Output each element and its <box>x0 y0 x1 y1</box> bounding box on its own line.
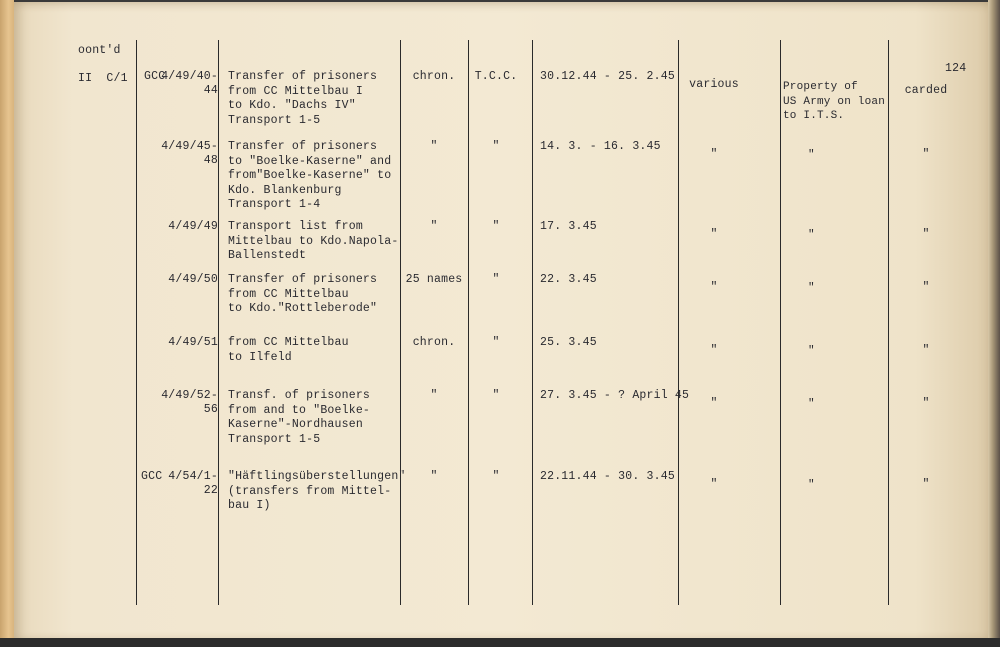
row-type: " <box>430 140 438 153</box>
row-prefix: GCC <box>141 470 163 483</box>
row-source: " <box>492 389 500 402</box>
row-description: Transf. of prisoners from and to "Boelke- Kaserne"-Nordhausen Transport 1-5 <box>228 389 371 446</box>
row-dates: 25. 3.45 <box>540 336 597 349</box>
row-source: " <box>492 140 500 153</box>
section-label: II C/1 <box>78 72 128 85</box>
row-description: Transfer of prisoners from CC Mittelbau to Kdo."Rottleberode" <box>228 273 378 315</box>
record-reference: 4/49/50 <box>168 273 218 286</box>
row-source: " <box>492 273 500 286</box>
book-binding <box>0 0 14 647</box>
record-reference: 4/54/1- <box>168 470 218 483</box>
row-owner: " <box>808 149 815 161</box>
row-description: from CC Mittelbau to Ilfeld <box>228 336 349 364</box>
row-source: " <box>492 470 500 483</box>
row-type: " <box>430 389 438 402</box>
row-quantity: various <box>689 78 739 91</box>
column-divider <box>136 40 137 605</box>
page-edge <box>988 0 1000 647</box>
record-reference: 4/49/45- <box>161 140 218 153</box>
row-dates: 14. 3. - 16. 3.45 <box>540 140 661 153</box>
row-type: 25 names <box>405 273 463 286</box>
record-reference: 4/49/49 <box>168 220 218 233</box>
row-owner: " <box>808 345 815 357</box>
row-dates: 27. 3.45 - ? April 45 <box>540 389 690 402</box>
row-dates: 22. 3.45 <box>540 273 597 286</box>
record-reference-cont: 44 <box>203 84 218 97</box>
column-divider <box>888 40 889 605</box>
row-status: " <box>922 397 930 410</box>
row-description: Transport list from Mittelbau to Kdo.Napola- Ballenstedt <box>228 220 399 262</box>
row-type: " <box>430 220 438 233</box>
column-divider <box>218 40 219 605</box>
row-status: carded <box>904 84 948 97</box>
row-status: " <box>922 148 930 161</box>
column-divider <box>400 40 401 605</box>
column-divider <box>678 40 679 605</box>
row-source: " <box>492 220 500 233</box>
row-owner: Property of US Army on loan to I.T.S. <box>783 81 886 122</box>
row-owner: " <box>808 398 815 410</box>
record-reference: 4/49/52- <box>161 389 218 402</box>
row-dates: 22.11.44 - 30. 3.45 <box>540 470 675 483</box>
record-reference-cont: 56 <box>203 403 218 416</box>
row-dates: 17. 3.45 <box>540 220 597 233</box>
continued-note: oont'd <box>78 44 121 57</box>
row-status: " <box>922 228 930 241</box>
row-quantity: " <box>710 281 718 294</box>
row-prefix: GCC <box>144 70 166 83</box>
record-reference-cont: 22 <box>203 484 218 497</box>
row-quantity: " <box>710 148 718 161</box>
row-quantity: " <box>710 228 718 241</box>
row-type: chron. <box>412 336 456 349</box>
row-status: " <box>922 478 930 491</box>
row-description: "Häftlingsüberstellungen" (transfers from Mittel- bau I) <box>228 470 406 512</box>
row-status: " <box>922 281 930 294</box>
row-status: " <box>922 344 930 357</box>
row-dates: 30.12.44 - 25. 2.45 <box>540 70 675 83</box>
scan-border <box>0 638 1000 647</box>
row-source: " <box>492 336 500 349</box>
row-source: T.C.C. <box>474 70 518 83</box>
row-quantity: " <box>710 478 718 491</box>
row-owner: " <box>808 479 815 491</box>
row-quantity: " <box>710 397 718 410</box>
page-number: 124 <box>945 62 967 75</box>
column-divider <box>468 40 469 605</box>
row-type: " <box>430 470 438 483</box>
column-divider <box>532 40 533 605</box>
row-type: chron. <box>412 70 456 83</box>
column-divider <box>780 40 781 605</box>
row-description: Transfer of prisoners to "Boelke-Kaserne" and from"Boelke-Kaserne" to Kdo. Blankenburg Transport 1-4 <box>228 140 392 211</box>
record-reference: 4/49/40- <box>161 70 218 83</box>
row-description: Transfer of prisoners from CC Mittelbau I to Kdo. "Dachs IV" Transport 1-5 <box>228 70 378 127</box>
row-quantity: " <box>710 344 718 357</box>
row-owner: " <box>808 229 815 241</box>
row-owner: " <box>808 282 815 294</box>
record-reference: 4/49/51 <box>168 336 218 349</box>
record-reference-cont: 48 <box>203 154 218 167</box>
